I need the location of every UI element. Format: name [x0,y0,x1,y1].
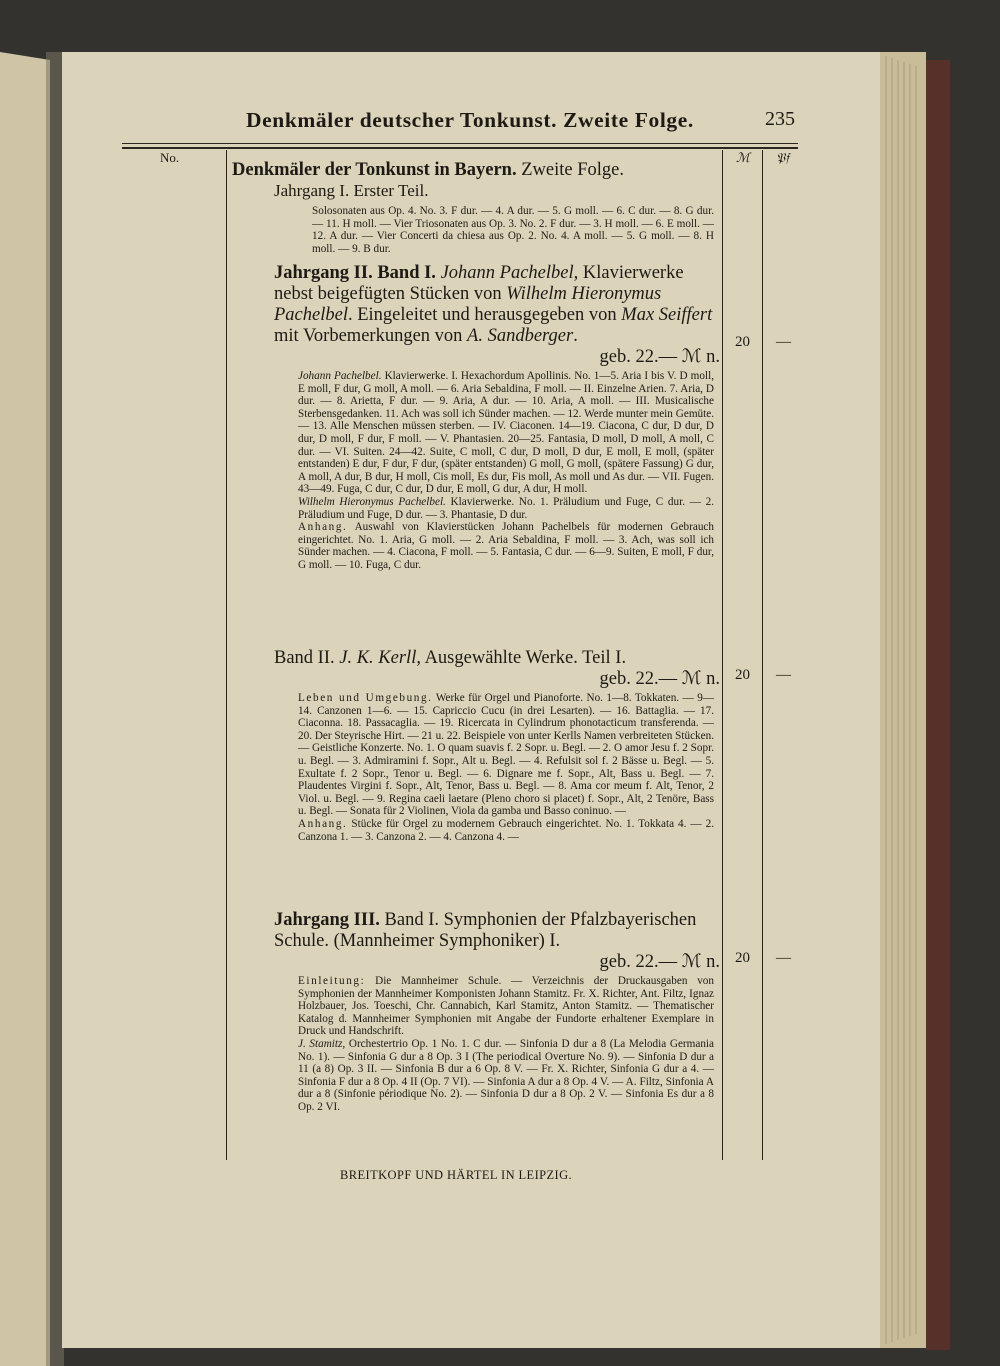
jahrgang-1-entry [232,160,720,255]
band-2-pf-dash: — [776,667,791,683]
band-1-entry [232,263,720,572]
facing-page-edge [0,52,50,1366]
band-1-wilhelm-contents: Wilhelm Hieronymus Pachelbel. Klavierwerke. No. 1. Präludium und Fuge, C dur. — 2. Präludium und Fuge, D dur. — 3. Phantasie, D dur. [298,495,714,521]
band-2-entry [232,648,720,843]
band-2-price: 20 [735,667,750,683]
band-1-price-line: geb. 22.— ℳ n. [599,347,720,367]
header-rule [122,143,798,144]
section-title [232,160,720,181]
column-header-pf: 𝔓𝔣 [776,150,790,165]
jahrgang-3-pf-dash: — [776,950,791,966]
band-1-pachelbel-contents: Johann Pachelbel. Klavierwerke. I. Hexachordum Apollinis. No. 1—5. Aria I bis V. D moll, E moll, F dur, G moll, A moll. — 6. Aria Sebaldina, F moll. — II. Einzelne Arien. 7. Aria, D dur. — 8. Arietta, F dur. — 9. Aria, A dur. — 10. Aria, A moll. — III. Musicalische Sterbensgedanken. 11. Ach was soll ich Sünder machen. — 12. Werde munter mein Gemüte. — 13. Alle Menschen müssen sterben. — IV. Ciaconen. 14—19. Ciacona, C dur, D dur, D dur, D moll, F dur, F moll. — V. Phantasien. 20—25. Fantasia, D moll, D moll, A moll, C dur. — VI. Suiten. 24—42. Suite, C moll, C dur, D moll, D dur, E moll, E moll, (später entstanden) E dur, F dur, F dur, (später entstanden) G moll, G moll, (spätere Fassung) G dur, A moll, A dur, B dur, H moll, Cis moll, Es dur, Fis moll, As moll und As dur. — VII. Fugen. 43—49. Fuga, C dur, C dur, D dur, E moll, G dur, A dur, H moll. [298,370,714,496]
column-header-mark: ℳ [736,150,750,165]
section-title-suffix: Zweite Folge. [516,160,624,180]
jahrgang-1-heading: Jahrgang I. Erster Teil. [274,181,429,200]
band-2-heading: Band II. J. K. Kerll, Ausgewählte Werke. Teil I. [274,648,627,668]
band-1-pf-dash: — [776,334,791,350]
band-2-anhang: Anhang. Stücke für Orgel zu modernem Gebrauch eingerichtet. No. 1. Tokkata 4. — 2. Canzona 1. — 3. Canzona 2. — 4. Canzona 4. — [298,817,714,843]
band-1-price: 20 [735,334,750,350]
band-1-heading: Jahrgang II. Band I. Johann Pachelbel, Klavierwerke nebst beigefügten Stücken von Wilhelm Hieronymus Pachelbel. Eingeleitet und herausgegeben von Max Seiffert mit Vorbemerkungen von A. Sandberger. [274,263,713,346]
page-number: 235 [765,108,795,130]
jahrgang-3-stamitz: J. Stamitz, Orchestertrio Op. 1 No. 1. C dur. — Sinfonia D dur a 8 (La Melodia Germania No. 1). — Sinfonia G dur a 8 Op. 3 I (The periodical Overture No. 9). — Sinfonia D dur a 11 (a 8) Op. 3 II. — Sinfonia B dur a 6 Op. 8 V. — Fr. X. Richter, Sinfonia G dur a 4. — Sinfonia F dur a 8 Op. 4 II (Op. 7 VI). — Sinfonia A dur a 8 Op. 4 V. — A. Filtz, Sinfonia A dur a 8 (Sinfonie périodique No. 2). — Sinfonia D dur a 8 Op. 2 V. — Sinfonia Es dur a 8 Op. 2 VI. [298,1037,714,1113]
band-1-anhang: Anhang. Auswahl von Klavierstücken Johann Pachelbels für modernen Gebrauch eingerichtet. No. 1. Aria, G moll. — 2. Aria Sebaldina, F moll. — 3. Ach, was soll ich Sünder machen. — 4. Ciacona, F moll. — 5. Fantasia, C dur. — 6—9. Suiten, E moll, F dur, G moll. — 10. Fuga, C dur. [298,521,714,571]
band-2-contents: Leben und Umgebung. Werke für Orgel und Pianoforte. No. 1—8. Tokkaten. — 9—14. Canzonen 1—6. — 15. Capriccio Cucu (in drei Lesarten). — 16. Battaglia. — 17. Ciaconna. 18. Passacaglia. — 19. Ricercata in Cylindrum phonotacticum transferenda. — 20. Der Steyrische Hirt. — 21 u. 22. Beispiele von unter Kerlls Namen verbreiteten Stücken. — Geistliche Konzerte. No. 1. O quam suavis f. 2 Sopr. u. Begl. — 2. O amor Jesu f. 2 Sopr. u. Begl. — 3. Admiramini f. Sopr., Alt u. Begl. — 4. Refulsit sol f. 2 Bässe u. Begl. — 5. Exultate f. 2 Sopr., Tenor u. Begl. — 6. Dignare me f. Sopr., Alt, Bass u. Begl. — 7. Plaudentes Virgini f. Sopr., Alt, Tenor, Bass u. Begl. — 8. Ama cor meum f. Alt, Tenor, 2 Viol. u. Begl. — 9. Regina caeli laetare (Pleno choro si placet) f. Sopr., Alt, 2 Tenöre, Bass u. Begl. — Sonata für 2 Violinen, Viola da gamba und Basso coninuo. — [298,692,714,818]
jahrgang-1-contents: Solosonaten aus Op. 4. No. 3. F dur. — 4. A dur. — 5. G moll. — 6. C dur. — 8. G dur. — 11. H moll. — Vier Triosonaten aus Op. 3. No. 2. F dur. — 3. H moll. — 6. E moll. — 12. A dur. — Vier Concerti da chiesa aus Op. 2. No. 4. A moll. — 5. G moll. — 8. H moll. — 9. B dur. [312,205,714,255]
jahrgang-3-heading: Jahrgang III. Band I. Symphonien der Pfalzbayerischen Schule. (Mannheimer Symphoniker) I. [274,910,697,951]
column-divider-left [226,150,227,1160]
column-divider-pf [762,150,763,1160]
book-page-edges [880,52,926,1348]
band-2-price-line: geb. 22.— ℳ n. [599,669,720,689]
jahrgang-3-price: 20 [735,950,750,966]
section-title-main: Denkmäler der Tonkunst in Bayern. [232,160,517,180]
column-divider-mark [722,150,723,1160]
publisher-footer: BREITKOPF UND HÄRTEL IN LEIPZIG. [340,1168,573,1182]
column-header-no: No. [160,150,180,165]
jahrgang-3-einleitung: Einleitung: Die Mannheimer Schule. — Verzeichnis der Druckausgaben von Symphonien der Mannheimer Komponisten Johann Stamitz. Fr. X. Richter, Ant. Filtz, Ignaz Holzbauer, Jos. Toeschi, Chr. Cannabich, Karl Stamitz, Anton Stamitz. — Thematischer Katalog d. Mannheimer Symphonien mit Angabe der Fundorte erhaltener Exemplare in Druck und Handschrift. [298,975,714,1038]
running-title: Denkmäler deutscher Tonkunst. Zweite Folge. [246,108,694,132]
jahrgang-3-entry [232,910,720,1114]
jahrgang-3-price-line: geb. 22.— ℳ n. [599,952,720,972]
book-cover-edge [926,60,950,1350]
header-rule-thick [122,147,798,149]
